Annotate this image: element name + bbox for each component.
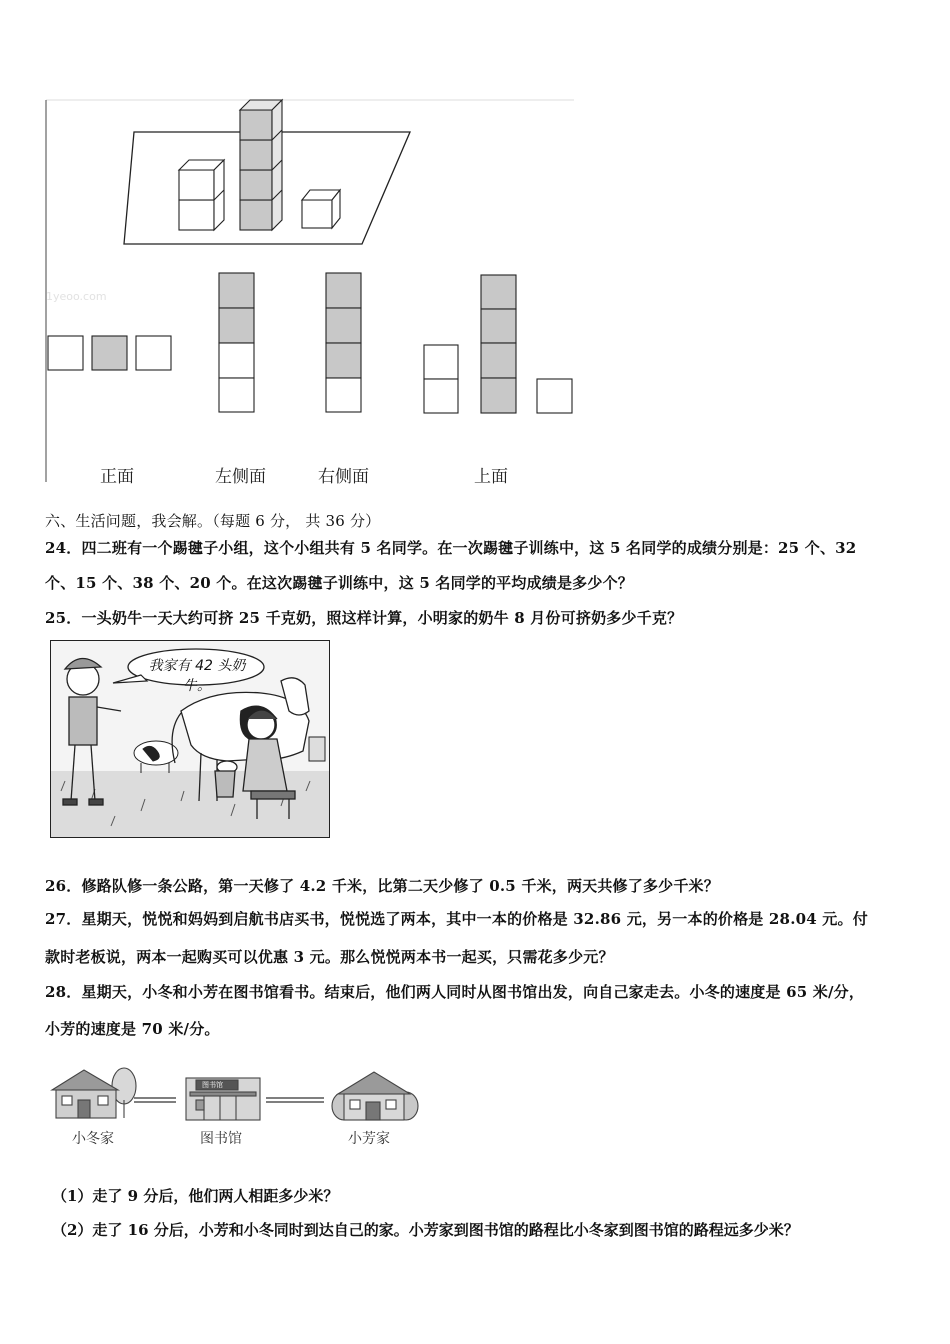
road-line-left — [134, 1098, 176, 1102]
route-map — [48, 1060, 428, 1156]
cube-single-right — [302, 190, 340, 228]
house-xiaodong-icon — [52, 1068, 136, 1118]
question-24-line-1: 24．四二班有一个踢毽子小组，这个小组共有 5 名同学。在一次踢毽子训练中，这 5 名同学的成绩分别是：25 个、32 — [45, 539, 857, 557]
label-xiaofang-home: 小芳家 — [348, 1131, 390, 1147]
label-front-view: 正面 — [100, 467, 134, 487]
section-6-heading: 六、生活问题，我会解。（每题 6 分， 共 36 分） — [45, 512, 381, 530]
view-front-shape — [48, 336, 171, 370]
view-left-shape — [219, 273, 254, 412]
cube-figure-drawing — [44, 98, 576, 488]
question-28-line-2: 小芳的速度是 70 米/分。 — [45, 1020, 220, 1038]
label-library: 图书馆 — [200, 1131, 242, 1147]
label-left-view: 左侧面 — [215, 467, 266, 487]
question-28-sub-1: （1）走了 9 分后，他们两人相距多少米？ — [52, 1187, 339, 1205]
road-line-right — [266, 1098, 324, 1102]
cube-figure — [44, 98, 576, 488]
watermark: 1yeoo.com — [46, 290, 107, 303]
cow-illustration — [50, 640, 330, 838]
label-right-view: 右侧面 — [318, 467, 369, 487]
question-25-line-1: 25．一头奶牛一天大约可挤 25 千克奶，照这样计算，小明家的奶牛 8 月份可挤奶多少千克？ — [45, 609, 683, 627]
house-xiaofang-icon — [332, 1072, 418, 1120]
question-24-line-2: 个、15 个、38 个、20 个。在这次踢毽子训练中，这 5 名同学的平均成绩是多少个？ — [45, 574, 633, 592]
label-top-view: 上面 — [474, 467, 508, 487]
view-top-shape — [424, 275, 572, 413]
question-28-line-1: 28．星期天，小冬和小芳在图书馆看书。结束后，他们两人同时从图书馆出发，向自己家走去。小冬的速度是 65 米/分， — [45, 983, 865, 1001]
library-icon — [186, 1078, 260, 1120]
question-27-line-2: 款时老板说，两本一起购买可以优惠 3 元。那么悦悦两本书一起买，只需花多少元？ — [45, 948, 614, 966]
cube-stack-left — [179, 160, 224, 230]
library-sign: 图书馆 — [202, 1081, 223, 1089]
question-28-sub-2: （2）走了 16 分后，小芳和小冬同时到达自己的家。小芳家到图书馆的路程比小冬家到图书馆的路程远多少米？ — [52, 1221, 799, 1239]
view-right-shape — [326, 273, 361, 412]
label-xiaodong-home: 小冬家 — [72, 1131, 114, 1147]
cube-stack-middle — [240, 100, 282, 230]
speech-bubble-text: 我家有 42 头奶牛。 — [148, 658, 246, 694]
question-27-line-1: 27．星期天，悦悦和妈妈到启航书店买书，悦悦选了两本，其中一本的价格是 32.86 元，另一本的价格是 28.04 元。付 — [45, 910, 868, 928]
question-26-line-1: 26．修路队修一条公路，第一天修了 4.2 千米，比第二天少修了 0.5 千米，两天共修了多少千米？ — [45, 877, 719, 895]
